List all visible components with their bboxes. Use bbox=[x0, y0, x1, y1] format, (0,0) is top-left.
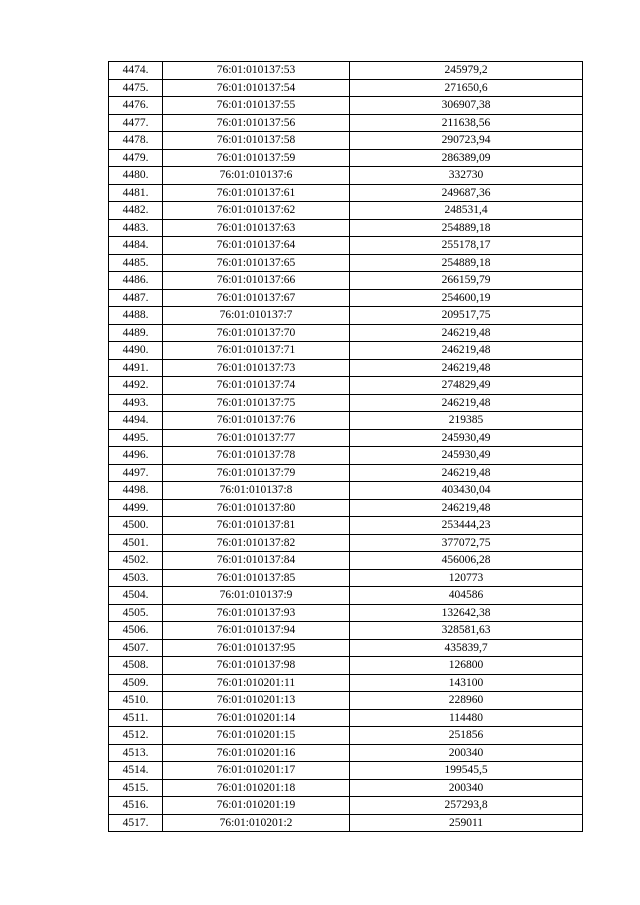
row-number-cell: 4497. bbox=[109, 464, 163, 482]
cadastral-value-cell: 114480 bbox=[350, 709, 583, 727]
row-number-cell: 4480. bbox=[109, 167, 163, 185]
table-row bbox=[109, 219, 583, 237]
table-row bbox=[109, 79, 583, 97]
cadastral-number-cell: 76:01:010137:85 bbox=[163, 569, 350, 587]
cadastral-number-cell: 76:01:010201:16 bbox=[163, 744, 350, 762]
row-number-cell: 4499. bbox=[109, 499, 163, 517]
table-row bbox=[109, 377, 583, 395]
table-row bbox=[109, 412, 583, 430]
cadastral-value-cell: 245979,2 bbox=[350, 62, 583, 80]
cadastral-value-table bbox=[108, 61, 583, 832]
row-number-cell: 4484. bbox=[109, 237, 163, 255]
cadastral-value-cell: 435839,7 bbox=[350, 639, 583, 657]
cadastral-number-cell: 76:01:010137:73 bbox=[163, 359, 350, 377]
cadastral-value-cell: 328581,63 bbox=[350, 622, 583, 640]
cadastral-number-cell: 76:01:010201:18 bbox=[163, 779, 350, 797]
cadastral-value-cell: 228960 bbox=[350, 692, 583, 710]
cadastral-value-cell: 251856 bbox=[350, 727, 583, 745]
cadastral-value-cell: 245930,49 bbox=[350, 429, 583, 447]
table-row bbox=[109, 272, 583, 290]
cadastral-number-cell: 76:01:010137:95 bbox=[163, 639, 350, 657]
row-number-cell: 4490. bbox=[109, 342, 163, 360]
cadastral-number-cell: 76:01:010137:79 bbox=[163, 464, 350, 482]
cadastral-value-cell: 126800 bbox=[350, 657, 583, 675]
cadastral-value-cell: 332730 bbox=[350, 167, 583, 185]
table-row bbox=[109, 797, 583, 815]
cadastral-value-cell: 199545,5 bbox=[350, 762, 583, 780]
cadastral-number-cell: 76:01:010137:80 bbox=[163, 499, 350, 517]
cadastral-value-cell: 456006,28 bbox=[350, 552, 583, 570]
cadastral-value-cell: 404586 bbox=[350, 587, 583, 605]
cadastral-value-cell: 246219,48 bbox=[350, 359, 583, 377]
row-number-cell: 4501. bbox=[109, 534, 163, 552]
row-number-cell: 4492. bbox=[109, 377, 163, 395]
cadastral-number-cell: 76:01:010137:66 bbox=[163, 272, 350, 290]
row-number-cell: 4483. bbox=[109, 219, 163, 237]
row-number-cell: 4502. bbox=[109, 552, 163, 570]
table-row bbox=[109, 814, 583, 832]
row-number-cell: 4500. bbox=[109, 517, 163, 535]
cadastral-value-cell: 266159,79 bbox=[350, 272, 583, 290]
table-row bbox=[109, 779, 583, 797]
table-row bbox=[109, 254, 583, 272]
cadastral-number-cell: 76:01:010137:78 bbox=[163, 447, 350, 465]
cadastral-number-cell: 76:01:010201:19 bbox=[163, 797, 350, 815]
cadastral-value-cell: 246219,48 bbox=[350, 464, 583, 482]
row-number-cell: 4505. bbox=[109, 604, 163, 622]
table-row bbox=[109, 149, 583, 167]
table-row bbox=[109, 289, 583, 307]
cadastral-value-cell: 249687,36 bbox=[350, 184, 583, 202]
table-row bbox=[109, 762, 583, 780]
cadastral-value-cell: 254889,18 bbox=[350, 254, 583, 272]
cadastral-value-cell: 257293,8 bbox=[350, 797, 583, 815]
table-row bbox=[109, 429, 583, 447]
cadastral-value-cell: 143100 bbox=[350, 674, 583, 692]
table-row bbox=[109, 674, 583, 692]
row-number-cell: 4488. bbox=[109, 307, 163, 325]
cadastral-value-cell: 219385 bbox=[350, 412, 583, 430]
row-number-cell: 4516. bbox=[109, 797, 163, 815]
cadastral-value-cell: 290723,94 bbox=[350, 132, 583, 150]
row-number-cell: 4498. bbox=[109, 482, 163, 500]
table-row bbox=[109, 447, 583, 465]
cadastral-value-cell: 403430,04 bbox=[350, 482, 583, 500]
table-row bbox=[109, 639, 583, 657]
cadastral-value-cell: 274829,49 bbox=[350, 377, 583, 395]
cadastral-value-cell: 200340 bbox=[350, 779, 583, 797]
row-number-cell: 4513. bbox=[109, 744, 163, 762]
row-number-cell: 4478. bbox=[109, 132, 163, 150]
cadastral-number-cell: 76:01:010137:98 bbox=[163, 657, 350, 675]
cadastral-number-cell: 76:01:010201:11 bbox=[163, 674, 350, 692]
row-number-cell: 4507. bbox=[109, 639, 163, 657]
cadastral-value-cell: 286389,09 bbox=[350, 149, 583, 167]
table-row bbox=[109, 167, 583, 185]
table-row bbox=[109, 552, 583, 570]
cadastral-number-cell: 76:01:010201:17 bbox=[163, 762, 350, 780]
cadastral-value-cell: 132642,38 bbox=[350, 604, 583, 622]
cadastral-number-cell: 76:01:010137:65 bbox=[163, 254, 350, 272]
row-number-cell: 4496. bbox=[109, 447, 163, 465]
cadastral-value-cell: 248531,4 bbox=[350, 202, 583, 220]
cadastral-number-cell: 76:01:010137:55 bbox=[163, 97, 350, 115]
cadastral-number-cell: 76:01:010137:76 bbox=[163, 412, 350, 430]
cadastral-value-cell: 246219,48 bbox=[350, 342, 583, 360]
row-number-cell: 4479. bbox=[109, 149, 163, 167]
cadastral-number-cell: 76:01:010137:71 bbox=[163, 342, 350, 360]
cadastral-value-cell: 246219,48 bbox=[350, 324, 583, 342]
row-number-cell: 4512. bbox=[109, 727, 163, 745]
table-row bbox=[109, 307, 583, 325]
row-number-cell: 4494. bbox=[109, 412, 163, 430]
cadastral-number-cell: 76:01:010137:63 bbox=[163, 219, 350, 237]
cadastral-number-cell: 76:01:010137:77 bbox=[163, 429, 350, 447]
row-number-cell: 4515. bbox=[109, 779, 163, 797]
row-number-cell: 4489. bbox=[109, 324, 163, 342]
row-number-cell: 4508. bbox=[109, 657, 163, 675]
cadastral-number-cell: 76:01:010137:93 bbox=[163, 604, 350, 622]
cadastral-number-cell: 76:01:010137:84 bbox=[163, 552, 350, 570]
cadastral-number-cell: 76:01:010201:14 bbox=[163, 709, 350, 727]
table-row bbox=[109, 744, 583, 762]
cadastral-number-cell: 76:01:010137:94 bbox=[163, 622, 350, 640]
cadastral-value-cell: 200340 bbox=[350, 744, 583, 762]
table-row bbox=[109, 499, 583, 517]
table-row bbox=[109, 464, 583, 482]
row-number-cell: 4514. bbox=[109, 762, 163, 780]
table-row bbox=[109, 657, 583, 675]
cadastral-value-cell: 255178,17 bbox=[350, 237, 583, 255]
cadastral-number-cell: 76:01:010201:2 bbox=[163, 814, 350, 832]
cadastral-value-cell: 377072,75 bbox=[350, 534, 583, 552]
table-row bbox=[109, 342, 583, 360]
cadastral-value-cell: 259011 bbox=[350, 814, 583, 832]
row-number-cell: 4487. bbox=[109, 289, 163, 307]
cadastral-number-cell: 76:01:010137:62 bbox=[163, 202, 350, 220]
cadastral-value-cell: 245930,49 bbox=[350, 447, 583, 465]
cadastral-value-cell: 271650,6 bbox=[350, 79, 583, 97]
table-row bbox=[109, 692, 583, 710]
row-number-cell: 4491. bbox=[109, 359, 163, 377]
cadastral-value-cell: 306907,38 bbox=[350, 97, 583, 115]
row-number-cell: 4503. bbox=[109, 569, 163, 587]
table-row bbox=[109, 517, 583, 535]
table-row bbox=[109, 482, 583, 500]
row-number-cell: 4511. bbox=[109, 709, 163, 727]
table-row bbox=[109, 132, 583, 150]
row-number-cell: 4475. bbox=[109, 79, 163, 97]
table-row bbox=[109, 97, 583, 115]
cadastral-value-cell: 120773 bbox=[350, 569, 583, 587]
cadastral-number-cell: 76:01:010137:75 bbox=[163, 394, 350, 412]
table-row bbox=[109, 587, 583, 605]
row-number-cell: 4504. bbox=[109, 587, 163, 605]
table-row bbox=[109, 324, 583, 342]
cadastral-number-cell: 76:01:010137:8 bbox=[163, 482, 350, 500]
cadastral-number-cell: 76:01:010137:70 bbox=[163, 324, 350, 342]
table-row bbox=[109, 622, 583, 640]
cadastral-number-cell: 76:01:010137:58 bbox=[163, 132, 350, 150]
cadastral-value-cell: 209517,75 bbox=[350, 307, 583, 325]
cadastral-number-cell: 76:01:010137:61 bbox=[163, 184, 350, 202]
row-number-cell: 4476. bbox=[109, 97, 163, 115]
cadastral-number-cell: 76:01:010137:59 bbox=[163, 149, 350, 167]
row-number-cell: 4509. bbox=[109, 674, 163, 692]
table-row bbox=[109, 569, 583, 587]
row-number-cell: 4495. bbox=[109, 429, 163, 447]
cadastral-number-cell: 76:01:010137:54 bbox=[163, 79, 350, 97]
cadastral-number-cell: 76:01:010137:7 bbox=[163, 307, 350, 325]
row-number-cell: 4506. bbox=[109, 622, 163, 640]
cadastral-value-cell: 254889,18 bbox=[350, 219, 583, 237]
table-row bbox=[109, 184, 583, 202]
table-row bbox=[109, 534, 583, 552]
cadastral-number-cell: 76:01:010137:64 bbox=[163, 237, 350, 255]
cadastral-number-cell: 76:01:010137:56 bbox=[163, 114, 350, 132]
cadastral-number-cell: 76:01:010137:81 bbox=[163, 517, 350, 535]
cadastral-number-cell: 76:01:010137:67 bbox=[163, 289, 350, 307]
cadastral-number-cell: 76:01:010201:15 bbox=[163, 727, 350, 745]
cadastral-value-cell: 254600,19 bbox=[350, 289, 583, 307]
row-number-cell: 4482. bbox=[109, 202, 163, 220]
cadastral-number-cell: 76:01:010137:74 bbox=[163, 377, 350, 395]
cadastral-value-cell: 246219,48 bbox=[350, 499, 583, 517]
row-number-cell: 4517. bbox=[109, 814, 163, 832]
table-row bbox=[109, 202, 583, 220]
row-number-cell: 4474. bbox=[109, 62, 163, 80]
cadastral-value-cell: 211638,56 bbox=[350, 114, 583, 132]
cadastral-number-cell: 76:01:010137:82 bbox=[163, 534, 350, 552]
table-row bbox=[109, 62, 583, 80]
table-row bbox=[109, 727, 583, 745]
row-number-cell: 4510. bbox=[109, 692, 163, 710]
table-body bbox=[109, 62, 583, 832]
table-row bbox=[109, 709, 583, 727]
cadastral-number-cell: 76:01:010201:13 bbox=[163, 692, 350, 710]
row-number-cell: 4481. bbox=[109, 184, 163, 202]
row-number-cell: 4486. bbox=[109, 272, 163, 290]
table-row bbox=[109, 114, 583, 132]
cadastral-number-cell: 76:01:010137:9 bbox=[163, 587, 350, 605]
table-row bbox=[109, 359, 583, 377]
table-row bbox=[109, 237, 583, 255]
cadastral-number-cell: 76:01:010137:53 bbox=[163, 62, 350, 80]
row-number-cell: 4493. bbox=[109, 394, 163, 412]
row-number-cell: 4485. bbox=[109, 254, 163, 272]
cadastral-value-cell: 246219,48 bbox=[350, 394, 583, 412]
cadastral-number-cell: 76:01:010137:6 bbox=[163, 167, 350, 185]
table-row bbox=[109, 604, 583, 622]
cadastral-value-cell: 253444,23 bbox=[350, 517, 583, 535]
row-number-cell: 4477. bbox=[109, 114, 163, 132]
table-row bbox=[109, 394, 583, 412]
